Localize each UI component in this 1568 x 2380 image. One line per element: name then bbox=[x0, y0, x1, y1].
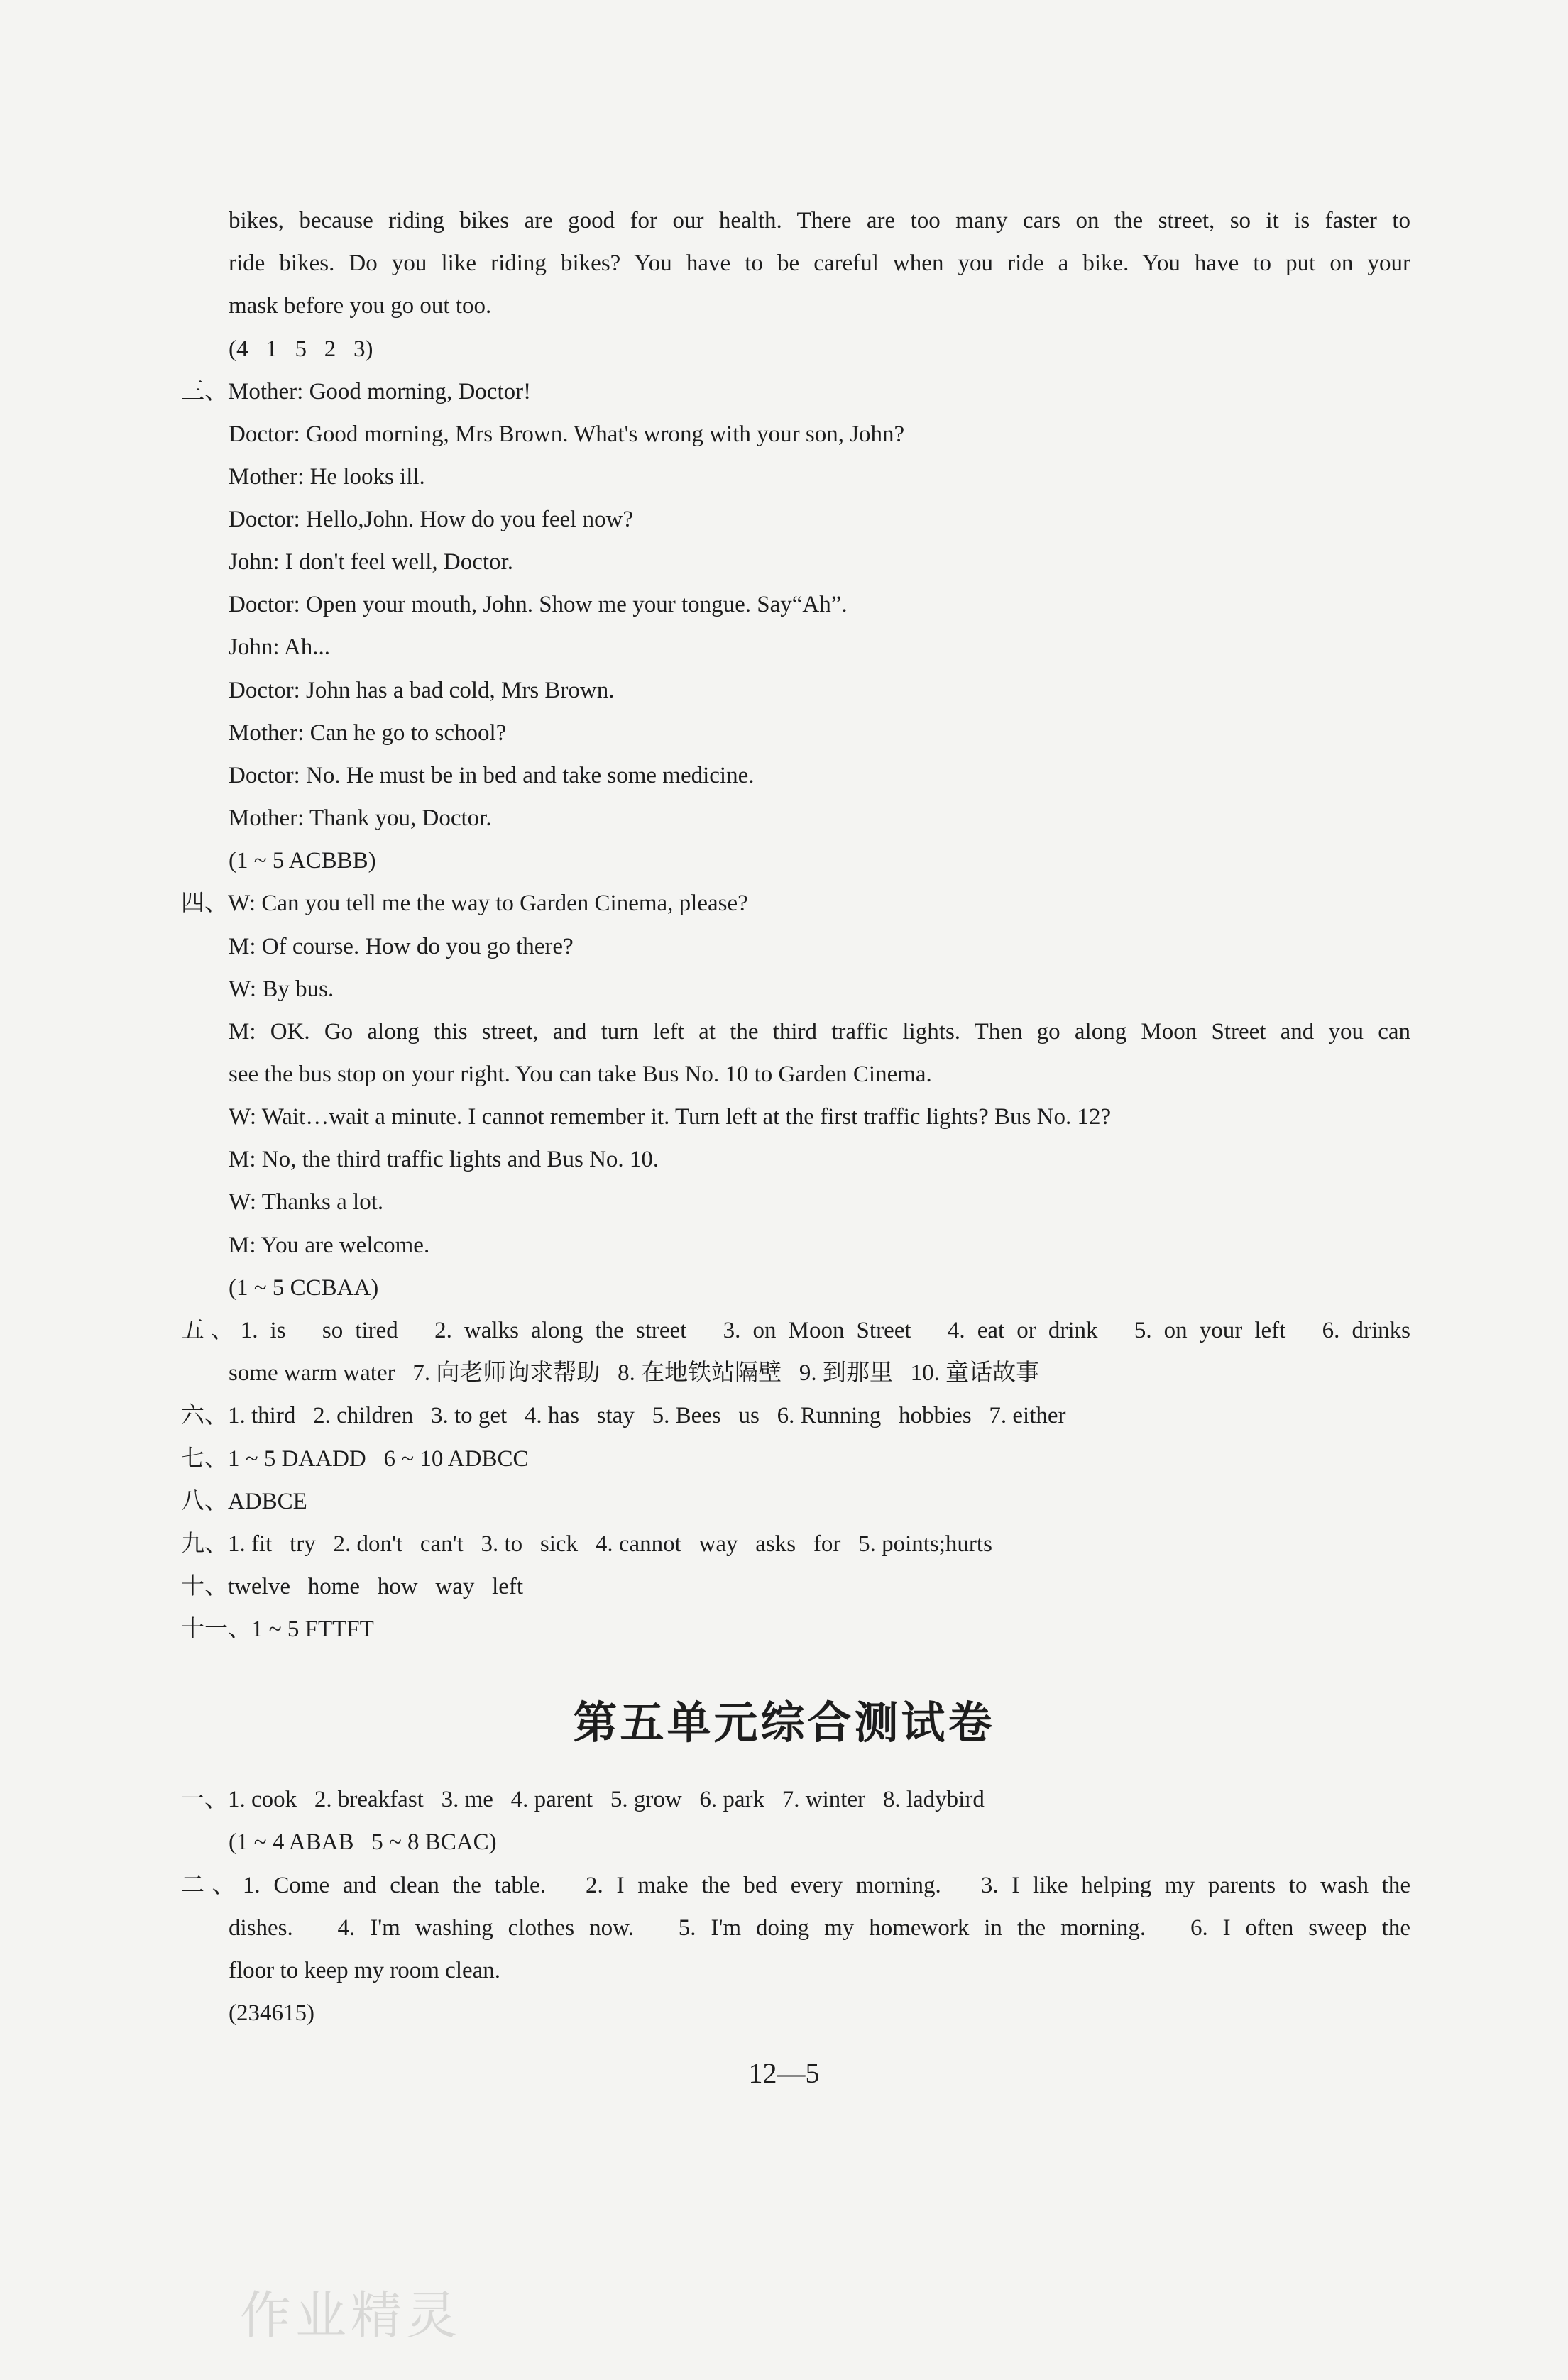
section-1-line: 一、1. cook 2. breakfast 3. me 4. parent 5. grow 6. park 7. winter 8. ladybird bbox=[181, 1787, 985, 1812]
text-line: dishes. 4. I'm washing clothes now. 5. I'm doing my homework in the morning. 6. I often sweep the bbox=[229, 1915, 1410, 1941]
text-line: W: Thanks a lot. bbox=[229, 1189, 384, 1215]
text-line: (1 ~ 5 ACBBB) bbox=[229, 848, 376, 874]
text-line: ride bikes. Do you like riding bikes? You have to be careful when you ride a bike. You have to put on your bbox=[229, 250, 1410, 276]
text-line: W: By bus. bbox=[229, 976, 334, 1002]
section-10-line: 十、twelve home how way left bbox=[181, 1574, 524, 1599]
text-line: (4 1 5 2 3) bbox=[229, 336, 373, 362]
text-line: W: Wait…wait a minute. I cannot remember it. Turn left at the first traffic lights? Bus No. 12? bbox=[229, 1104, 1112, 1130]
section-8-line: 八、ADBCE bbox=[181, 1489, 307, 1514]
section-3-line: 三、Mother: Good morning, Doctor! bbox=[181, 379, 532, 404]
watermark-logo: 作业精灵 bbox=[240, 2286, 462, 2345]
text-line: (1 ~ 5 CCBAA) bbox=[229, 1275, 379, 1301]
text-line: mask before you go out too. bbox=[229, 293, 492, 319]
section-9-line: 九、1. fit try 2. don't can't 3. to sick 4. cannot way asks for 5. points;hurts bbox=[181, 1531, 992, 1557]
text-line: Doctor: John has a bad cold, Mrs Brown. bbox=[229, 678, 615, 703]
text-line: John: Ah... bbox=[229, 634, 331, 660]
section-6-line: 六、1. third 2. children 3. to get 4. has stay 5. Bees us 6. Running hobbies 7. either bbox=[181, 1403, 1066, 1428]
text-line: M: No, the third traffic lights and Bus No. 10. bbox=[229, 1147, 659, 1172]
text-line: some warm water 7. 向老师询求帮助 8. 在地铁站隔壁 9. 到那里 10. 童话故事 bbox=[229, 1360, 1040, 1386]
text-line: M: OK. Go along this street, and turn left at the third traffic lights. Then go along Moon Street and you can bbox=[229, 1019, 1410, 1045]
section-11-line: 十一、1 ~ 5 FTTFT bbox=[181, 1616, 374, 1642]
page-number: 12—5 bbox=[748, 2057, 820, 2089]
text-line: Mother: Can he go to school? bbox=[229, 720, 507, 746]
text-line: Doctor: Open your mouth, John. Show me your tongue. Say“Ah”. bbox=[229, 592, 848, 617]
text-line: Mother: He looks ill. bbox=[229, 464, 425, 490]
section-7-line: 七、1 ~ 5 DAADD 6 ~ 10 ADBCC bbox=[181, 1446, 529, 1472]
text-line: (1 ~ 4 ABAB 5 ~ 8 BCAC) bbox=[229, 1829, 497, 1855]
text-line: bikes, because riding bikes are good for our health. There are too many cars on the street, so it is faster to bbox=[229, 208, 1410, 233]
section-4-line: 四、W: Can you tell me the way to Garden Cinema, please? bbox=[181, 891, 748, 916]
text-line: see the bus stop on your right. You can take Bus No. 10 to Garden Cinema. bbox=[229, 1062, 932, 1087]
text-line: Doctor: Hello,John. How do you feel now? bbox=[229, 507, 634, 532]
text-line: M: Of course. How do you go there? bbox=[229, 934, 574, 959]
text-line: Doctor: Good morning, Mrs Brown. What's wrong with your son, John? bbox=[229, 422, 905, 447]
section-title: 第五单元综合测试卷 bbox=[573, 1697, 995, 1748]
text-line: John: I don't feel well, Doctor. bbox=[229, 549, 513, 575]
section-5-line: 五、1. is so tired 2. walks along the street 3. on Moon Street 4. eat or drink 5. on your left 6. drinks bbox=[181, 1318, 1410, 1343]
text-line: Mother: Thank you, Doctor. bbox=[229, 805, 492, 831]
text-line: floor to keep my room clean. bbox=[229, 1958, 501, 1983]
text-line: M: You are welcome. bbox=[229, 1233, 430, 1258]
section-2-line: 二、1. Come and clean the table. 2. I make the bed every morning. 3. I like helping my parents to wash the bbox=[181, 1873, 1410, 1898]
text-line: Doctor: No. He must be in bed and take some medicine. bbox=[229, 763, 755, 788]
text-line: (234615) bbox=[229, 2000, 314, 2026]
